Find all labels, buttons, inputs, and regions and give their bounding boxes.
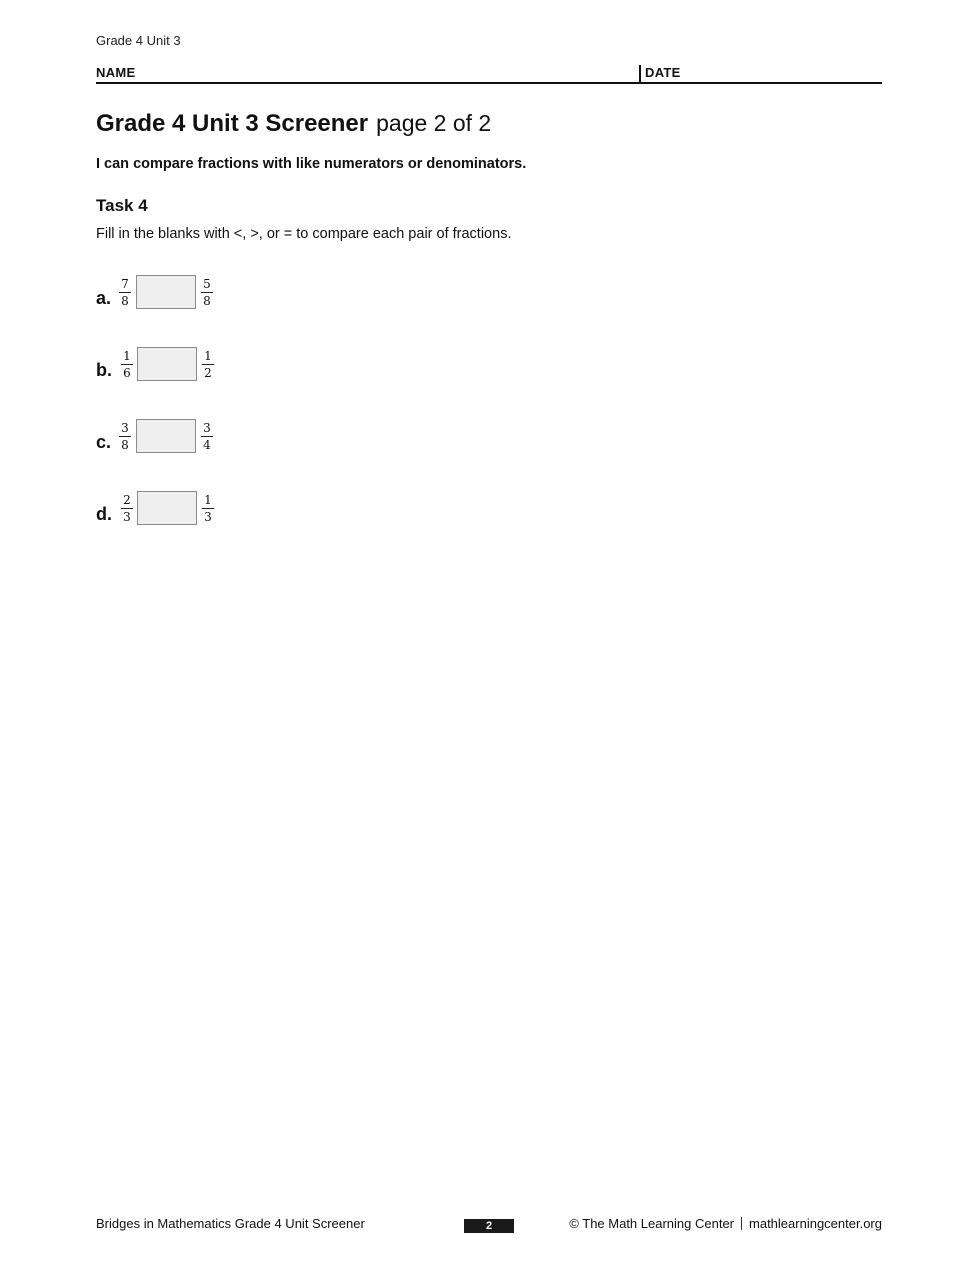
right-fraction <box>201 421 213 452</box>
left-fraction <box>119 421 131 452</box>
answer-field-d[interactable] <box>137 491 197 525</box>
date-label: DATE <box>639 65 681 82</box>
left-fraction <box>121 349 133 380</box>
page-title <box>96 110 491 138</box>
name-label: NAME <box>96 65 136 80</box>
right-fraction <box>202 349 214 380</box>
answer-field-a[interactable] <box>136 275 196 309</box>
copyright-text: © The Math Learning Center <box>569 1216 735 1231</box>
problem-c <box>96 419 296 459</box>
problem-letter: b. <box>96 360 112 380</box>
footer-book-title: Bridges in Mathematics Grade 4 Unit Screener <box>96 1216 365 1231</box>
denominator: 2 <box>204 366 212 380</box>
learning-objective: I can compare fractions with like numerators or denominators. <box>96 156 527 172</box>
problem-b <box>96 347 296 387</box>
numerator: 1 <box>202 493 214 509</box>
numerator: 3 <box>201 421 213 437</box>
numerator: 2 <box>121 493 133 509</box>
denominator: 6 <box>123 366 131 380</box>
footer-divider <box>741 1217 742 1230</box>
denominator: 8 <box>121 294 129 308</box>
page-of-label: page 2 of 2 <box>376 110 492 136</box>
grade-unit-label: Grade 4 Unit 3 <box>96 33 181 48</box>
denominator: 8 <box>121 438 129 452</box>
denominator: 3 <box>123 510 131 524</box>
numerator: 1 <box>202 349 214 365</box>
problem-d <box>96 491 296 531</box>
numerator: 1 <box>121 349 133 365</box>
right-fraction <box>202 493 214 524</box>
title-main: Grade 4 Unit 3 Screener <box>96 110 369 137</box>
numerator: 7 <box>119 277 131 293</box>
problem-letter: d. <box>96 504 112 524</box>
name-date-row <box>96 65 882 84</box>
problem-letter: c. <box>96 432 112 452</box>
denominator: 8 <box>203 294 211 308</box>
answer-field-c[interactable] <box>136 419 196 453</box>
footer-copyright <box>569 1216 882 1231</box>
task-title: Task 4 <box>96 196 148 215</box>
website-text: mathlearningcenter.org <box>749 1216 882 1231</box>
left-fraction <box>121 493 133 524</box>
task-instructions: Fill in the blanks with <, >, or = to compare each pair of fractions. <box>96 226 512 242</box>
left-fraction <box>119 277 131 308</box>
numerator: 3 <box>119 421 131 437</box>
problem-letter: a. <box>96 288 112 308</box>
page-number: 2 <box>464 1219 514 1233</box>
numerator: 5 <box>201 277 213 293</box>
problem-a <box>96 275 296 315</box>
right-fraction <box>201 277 213 308</box>
denominator: 3 <box>204 510 212 524</box>
answer-field-b[interactable] <box>137 347 197 381</box>
denominator: 4 <box>203 438 211 452</box>
